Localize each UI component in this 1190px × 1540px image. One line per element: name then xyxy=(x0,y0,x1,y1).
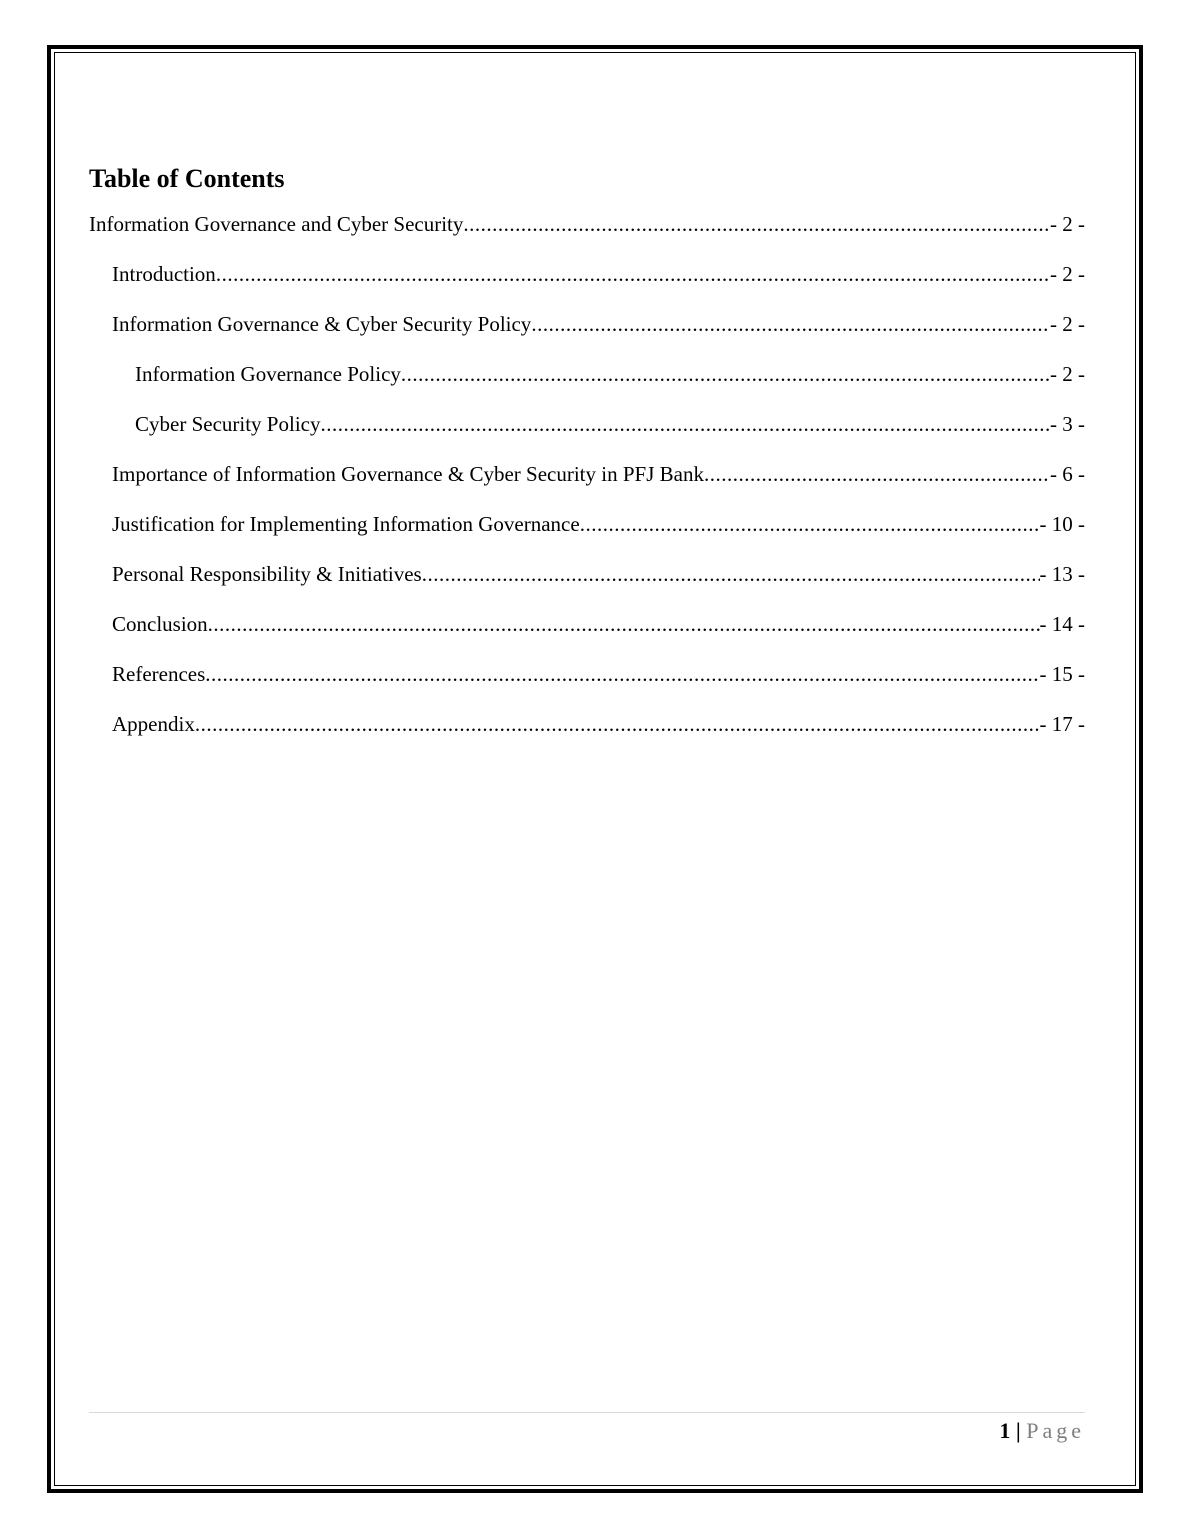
toc-title: Table of Contents xyxy=(89,164,285,193)
toc-dot-leader xyxy=(463,205,1050,243)
toc-entry[interactable] xyxy=(89,405,1085,455)
toc-entry-page: - 2 - xyxy=(1050,362,1085,386)
toc-entry-page: - 17 - xyxy=(1039,712,1085,736)
toc-entry[interactable] xyxy=(89,355,1085,405)
toc-entry-label: Information Governance and Cyber Security xyxy=(89,212,464,236)
toc-dot-leader xyxy=(205,655,1039,693)
toc-entry-label: References xyxy=(112,662,206,686)
toc-dot-leader xyxy=(401,355,1050,393)
toc-entry[interactable] xyxy=(89,305,1085,355)
toc-entry-label: Justification for Implementing Information Governance xyxy=(112,512,580,536)
toc-dot-leader xyxy=(216,255,1050,293)
toc-entry-label: Information Governance & Cyber Security Policy xyxy=(112,312,532,336)
toc-entry-page: - 13 - xyxy=(1039,562,1085,586)
toc-entry-page: - 6 - xyxy=(1050,462,1085,486)
toc-entry-page: - 2 - xyxy=(1050,262,1085,286)
toc-entry-page: - 2 - xyxy=(1050,212,1085,236)
toc-dot-leader xyxy=(195,705,1040,743)
toc-entry-page: - 15 - xyxy=(1039,662,1085,686)
footer-separator: | xyxy=(1015,1418,1021,1443)
toc-entry[interactable] xyxy=(89,705,1085,755)
toc-entry-label: Personal Responsibility & Initiatives xyxy=(112,562,422,586)
toc-entry-label: Conclusion xyxy=(112,612,208,636)
toc-dot-leader xyxy=(208,605,1040,643)
toc-dot-leader xyxy=(531,305,1050,343)
toc-entry[interactable] xyxy=(89,205,1085,255)
toc-dot-leader xyxy=(704,455,1050,493)
toc-entry-page: - 14 - xyxy=(1039,612,1085,636)
toc-entry-page: - 3 - xyxy=(1050,412,1085,436)
toc-entry[interactable] xyxy=(89,455,1085,505)
toc-entry-label: Importance of Information Governance & Cyber Security in PFJ Bank xyxy=(112,462,704,486)
toc-entry-label: Introduction xyxy=(112,262,216,286)
toc-entry[interactable] xyxy=(89,255,1085,305)
toc-entry-label: Information Governance Policy xyxy=(135,362,401,386)
toc-entry-page: - 2 - xyxy=(1050,312,1085,336)
footer-divider xyxy=(89,1412,1085,1413)
toc-entry[interactable] xyxy=(89,555,1085,605)
toc-entry-label: Cyber Security Policy xyxy=(135,412,321,436)
toc-entry[interactable] xyxy=(89,505,1085,555)
footer-page-number: 1 xyxy=(999,1418,1011,1443)
toc-entry-page: - 10 - xyxy=(1039,512,1085,536)
toc-entry[interactable] xyxy=(89,605,1085,655)
toc-dot-leader xyxy=(320,405,1050,443)
toc-entry-label: Appendix xyxy=(112,712,195,736)
toc-entry[interactable] xyxy=(89,655,1085,705)
footer-page-word: Page xyxy=(1026,1418,1085,1443)
toc-list xyxy=(89,205,1085,755)
toc-dot-leader xyxy=(422,555,1040,593)
toc-dot-leader xyxy=(580,505,1040,543)
page-footer xyxy=(999,1414,1085,1448)
